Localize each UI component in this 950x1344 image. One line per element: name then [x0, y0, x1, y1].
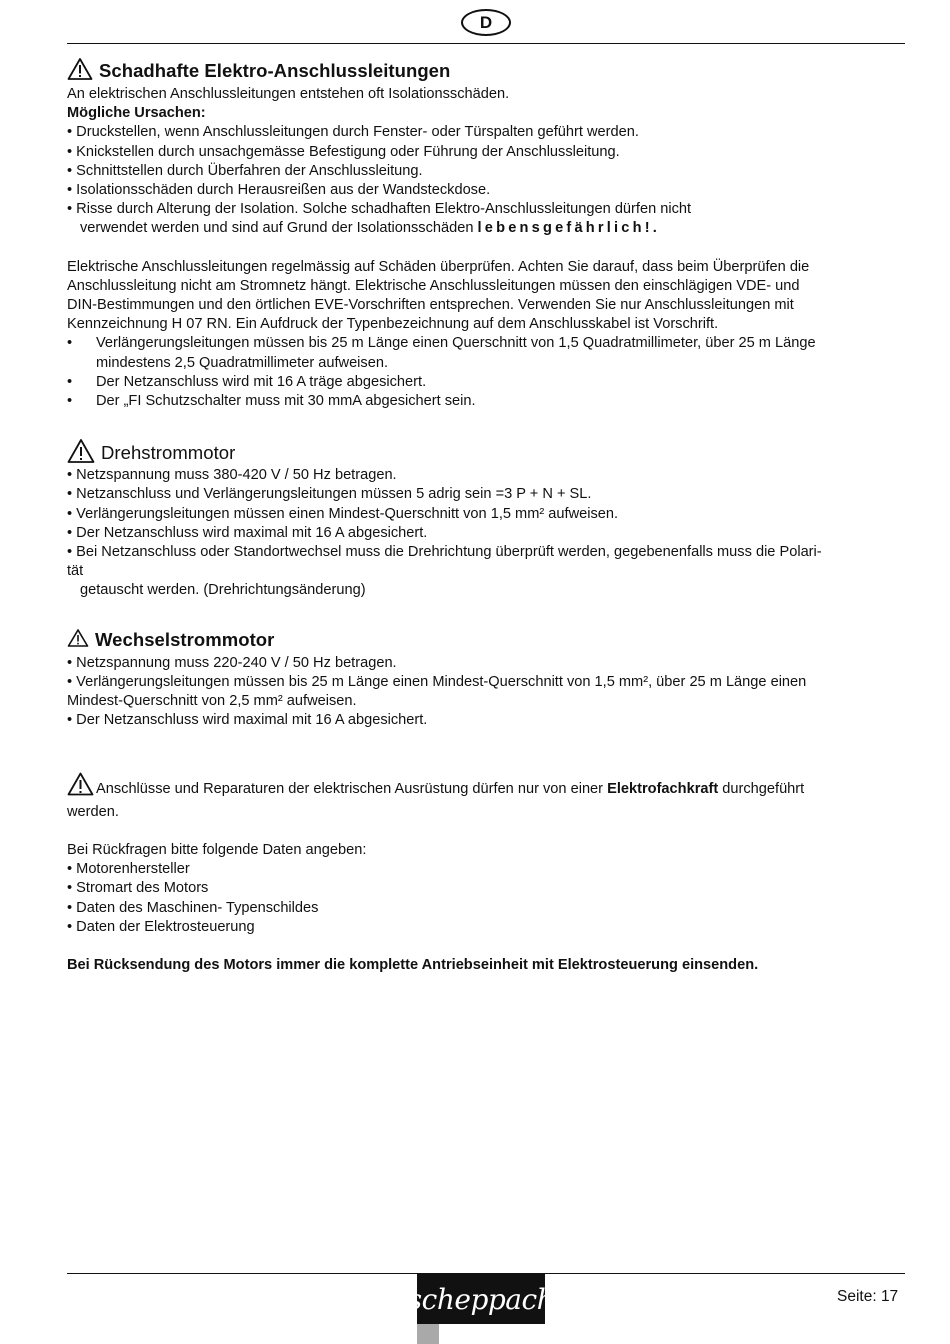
- paragraph-line: Anschlussleitung nicht am Stromnetz hängt. Elektrische Anschlussleitungen müssen den einschlägigen VDE- und: [67, 277, 800, 294]
- cause-item: • Knickstellen durch unsachgemässe Befestigung oder Führung der Anschlussleitung.: [67, 143, 620, 160]
- list-item-text: Der „FI Schutzschalter muss mit 30 mmA abgesichert sein.: [96, 393, 476, 410]
- section-heading-three-phase-motor: [67, 438, 902, 466]
- requirement-item: Mindest-Querschnitt von 2,5 mm² aufweisen.: [67, 693, 357, 710]
- requirement-item: • Bei Netzanschluss oder Standortwechsel muss die Drehrichtung überprüft werden, gegebenenfalls muss die Polari-: [67, 544, 822, 561]
- requirement-item: • Netzspannung muss 220-240 V / 50 Hz betragen.: [67, 654, 397, 671]
- brand-logo-text: scheppach: [407, 1282, 555, 1316]
- inquiry-item: • Daten des Maschinen- Typenschildes: [67, 899, 319, 916]
- inquiry-item: • Daten der Elektrosteuerung: [67, 918, 255, 935]
- requirement-item-continuation: getauscht werden. (Drehrichtungsänderung): [80, 582, 366, 599]
- list-item: [67, 392, 902, 411]
- requirement-item: • Netzspannung muss 380-420 V / 50 Hz betragen.: [67, 467, 397, 484]
- requirement-item-wrap: tät: [67, 563, 84, 580]
- list-item-text: Verlängerungsleitungen müssen bis 25 m Länge einen Querschnitt von 1,5 Quadratmillimeter, über 25 m Länge: [96, 335, 816, 352]
- list-item-text: mindestens 2,5 Quadratmillimeter aufweisen.: [96, 354, 389, 371]
- notice-text: Anschlüsse und Reparaturen der elektrischen Ausrüstung dürfen nur von einer: [96, 781, 608, 798]
- requirement-item: • Netzanschluss und Verlängerungsleitungen müssen 5 adrig sein =3 P + N + SL.: [67, 486, 592, 503]
- paragraph-line: Elektrische Anschlussleitungen regelmässig auf Schäden überprüfen. Achten Sie darauf, dass beim Überprüfen die: [67, 258, 810, 275]
- warning-icon: [67, 628, 89, 651]
- cause-item-continuation: [67, 219, 902, 238]
- notice-wrap: werden.: [67, 803, 119, 820]
- section-title: Schadhafte Elektro-Anschlussleitungen: [99, 60, 451, 82]
- page-number: Seite: 17: [837, 1288, 899, 1305]
- notice-emphasis: Elektrofachkraft: [607, 781, 719, 798]
- warning-icon: [67, 438, 95, 467]
- document-body: [67, 57, 902, 975]
- logo-accent: [417, 1324, 439, 1344]
- notice-text: durchgeführt: [718, 781, 805, 798]
- brand-logo: [407, 1274, 555, 1324]
- requirement-item: • Verlängerungsleitungen müssen bis 25 m Länge einen Mindest-Querschnitt von 1,5 mm², über 25 m Länge einen: [67, 673, 807, 690]
- warning-icon: [67, 772, 94, 802]
- requirement-item: • Der Netzanschluss wird maximal mit 16 A abgesichert.: [67, 524, 428, 541]
- inquiry-intro: Bei Rückfragen bitte folgende Daten angeben:: [67, 841, 367, 858]
- cause-item: • Schnittstellen durch Überfahren der Anschlussleitung.: [67, 162, 423, 179]
- warning-icon: [67, 57, 93, 84]
- cause-item: • Risse durch Alterung der Isolation. Solche schadhaften Elektro-Anschlussleitungen dürfen nicht: [67, 201, 692, 218]
- cause-item: • Isolationsschäden durch Herausreißen aus der Wandsteckdose.: [67, 182, 491, 199]
- language-badge: D: [461, 9, 511, 36]
- continuation-text: verwendet werden und sind auf Grund der Isolationsschäden: [80, 220, 478, 237]
- inquiry-item: • Stromart des Motors: [67, 880, 209, 897]
- paragraph-line: Kennzeichnung H 07 RN. Ein Aufdruck der Typenbezeichnung auf dem Anschlusskabel ist Vorschrift.: [67, 316, 719, 333]
- requirement-item: • Der Netzanschluss wird maximal mit 16 A abgesichert.: [67, 712, 428, 729]
- section-heading-single-phase-motor: [67, 626, 902, 654]
- requirement-item: • Verlängerungsleitungen müssen einen Mindest-Querschnitt von 1,5 mm² aufweisen.: [67, 505, 619, 522]
- return-instruction: Bei Rücksendung des Motors immer die komplette Antriebseinheit mit Elektrosteuerung einsenden.: [67, 956, 759, 973]
- emphasis-text: lebensgefährlich!.: [477, 220, 661, 237]
- list-item: [67, 334, 902, 372]
- list-item: [67, 373, 902, 392]
- bullet: •: [67, 393, 73, 410]
- intro-text: An elektrischen Anschlussleitungen entstehen oft Isolationsschäden.: [67, 86, 510, 102]
- paragraph-line: DIN-Bestimmungen und den örtlichen EVE-Vorschriften entsprechen. Verwenden Sie nur Anschlussleitungen mit: [67, 297, 794, 314]
- inquiry-item: • Motorenhersteller: [67, 861, 190, 878]
- electrician-notice: [67, 772, 902, 802]
- bullet: •: [67, 373, 73, 390]
- bullet: •: [67, 335, 73, 352]
- list-item-text: Der Netzanschluss wird mit 16 A träge abgesichert.: [96, 373, 427, 390]
- causes-label: Mögliche Ursachen:: [67, 105, 206, 122]
- top-divider: [67, 43, 905, 44]
- section-title: Drehstrommotor: [101, 441, 236, 463]
- section-title: Wechselstrommotor: [95, 629, 275, 651]
- cause-item: • Druckstellen, wenn Anschlussleitungen durch Fenster- oder Türspalten geführt werden.: [67, 124, 639, 141]
- section-heading-damaged-cables: [67, 57, 902, 85]
